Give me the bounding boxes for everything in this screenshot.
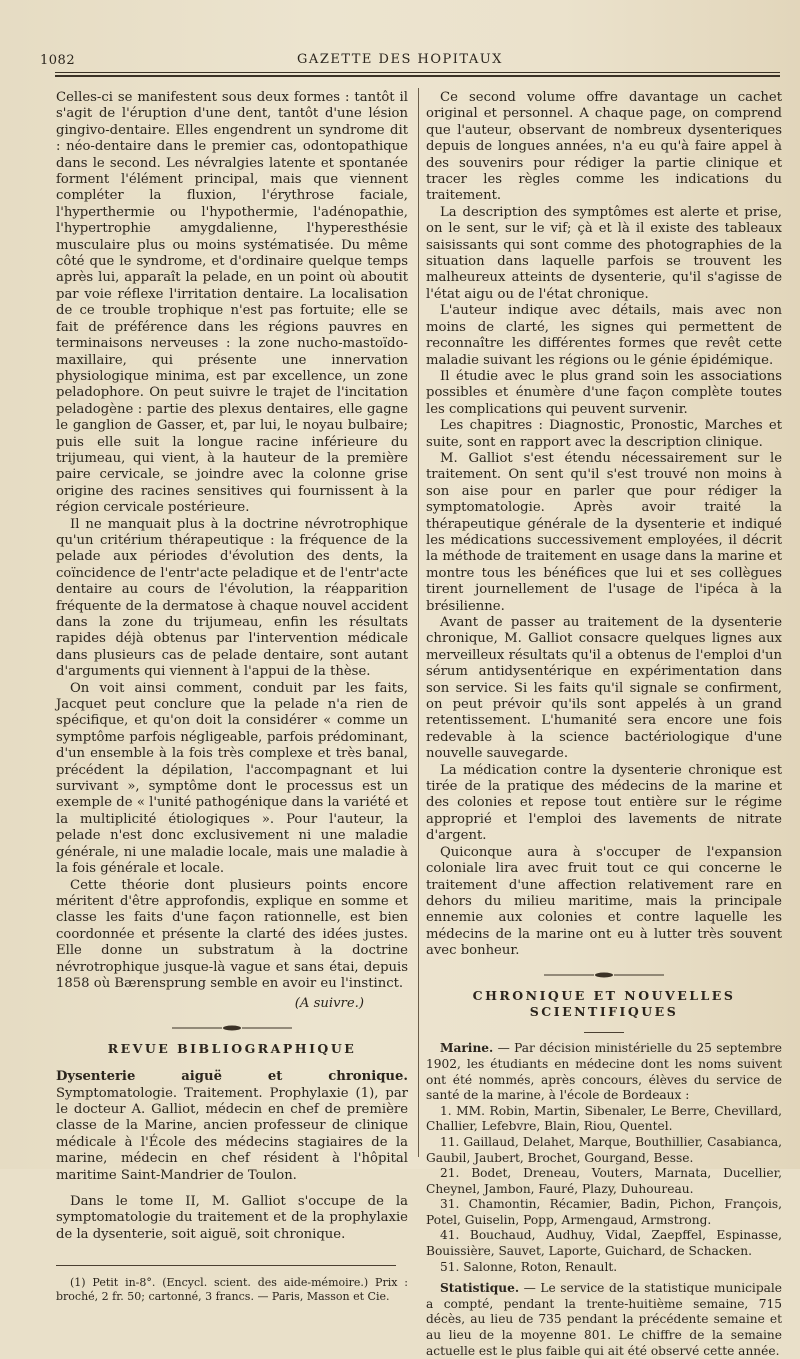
article-paragraph: Il ne manquait plus à la doctrine névrotrophique qu'un critérium thérapeutique : la fréquence de la pelade aux périodes d'évolution des dents, la coïncidence de l'entr'acte peladique et de l'entr'acte dentaire au cours de l'évolution, la réapparition fréquente de la dermatose à chaque nouvel accident dans la zone du trijumeau, enfin les résultats rapides déjà obtenus par l'intervention médicale dans plusieurs cas de pelade dentaire, sont autant d'arguments qui viennent à l'appui de la thèse.	[56, 516, 408, 680]
news-lead: Statistique.	[440, 1281, 520, 1296]
article-paragraph: La description des symptômes est alerte et prise, on le sent, sur le vif; çà et là il existe des tableaux saisissants qui sont comme des photographies de la situation dans laquelle parfois se trouvent les malheureux atteints de dysenterie, qu'il s'agisse de l'état aigu ou de l'état chronique.	[426, 204, 782, 302]
short-rule	[584, 1032, 624, 1033]
footnote-rule	[56, 1265, 396, 1266]
news-lead: Marine.	[440, 1041, 494, 1056]
column-divider	[418, 88, 419, 1157]
ornament-divider	[172, 1025, 292, 1031]
list-item: 1. MM. Robin, Martin, Sibenaler, Le Berre, Chevillard, Challier, Lefebvre, Blain, Riou, Quentel.	[426, 1103, 782, 1134]
article-paragraph: Quiconque aura à s'occuper de l'expansion coloniale lira avec fruit tout ce qui concerne le traitement d'une affection relativement rare en dehors du milieu maritime, mais la principale ennemie aux colonies et contre laquelle les médecins de la marine ont eu à lutter très souvent avec bonheur.	[426, 844, 782, 959]
article-paragraph: Avant de passer au traitement de la dysenterie chronique, M. Galliot consacre quelques lignes aux merveilleux résultats qu'il a obtenus de l'emploi d'un sérum antidysentérique en expérimentation dans son service. Si les faits qu'il signale se confirment, on peut prévoir qu'ils sont appelés à un grand retentissement. L'humanité sera encore une fois redevable à la science bactériologique d'une nouvelle sauvegarde.	[426, 615, 782, 762]
article-paragraph: Les chapitres : Diagnostic, Pronostic, Marches et suite, sont en rapport avec la description clinique.	[426, 418, 782, 450]
news-item-marine	[426, 1041, 782, 1103]
article-paragraph: Cette théorie dont plusieurs points encore méritent d'être approfondis, explique en somme et classe les faits d'une façon rationnelle, est bien coordonnée et présente la clarté des idées justes. Elle donne un substratum à la doctrine névrotrophique jusque-là vague et sans étai, depuis 1858 où Bærensprung semble en avoir eu l'instinct.	[56, 877, 408, 991]
page-number: 1082	[40, 53, 76, 68]
news-text: — Le service de la statistique municipale a compté, pendant la trente-huitième semaine, 715 décès, au lieu de 735 pendant la précédente semaine et au lieu de la moyenne 801. Le chiffre de la semaine actuelle est le plus faible qui ait été observé cette année.	[426, 1281, 782, 1358]
review-paragraph	[56, 1069, 408, 1184]
article-paragraph: M. Galliot s'est étendu nécessairement sur le traitement. On sent qu'il s'est trouvé non moins à son aise pour en parler que pour rédiger la symptomatologie. Après avoir traité la thérapeutique générale de la dysenterie et indiqué les médications successivement employées, il décrit la méthode de traitement en usage dans la marine et montre tous les bénéfices que lui et ses collègues tirent journellement de l'usage de l'ipéca à la brésilienne.	[426, 450, 782, 614]
ornament-divider	[544, 972, 664, 978]
review-paragraph: Dans le tome II, M. Galliot s'occupe de la symptomatologie du traitement et de la prophylaxie de la dysenterie, soit aiguë, soit chronique.	[56, 1194, 408, 1242]
news-text: — Par décision ministérielle du 25 septembre 1902, les étudiants en médecine dont les noms suivent ont été nommés, après concours, élèves du service de santé de la marine, à l'école de Bordeaux :	[426, 1041, 782, 1103]
review-lead: Dysenterie aiguë et chronique.	[56, 1069, 408, 1085]
article-paragraph: Il étudie avec le plus grand soin les associations possibles et énumère d'une façon complète toutes les complications qui peuvent survenir.	[426, 368, 782, 417]
left-column	[56, 90, 408, 1304]
article-paragraph: La médication contre la dysenterie chronique est tirée de la pratique des médecins de la marine et des colonies et repose tout entière sur le régime approprié et l'emploi des lavements de nitrate d'argent.	[426, 762, 782, 844]
list-item: 31. Chamontin, Récamier, Badin, Pichon, François, Potel, Guiselin, Popp, Armengaud, Armstrong.	[426, 1197, 782, 1227]
to-be-continued: (A suivre.)	[294, 996, 364, 1012]
review-text: Symptomatologie. Traitement. Prophylaxie (1), par le docteur A. Galliot, médecin en chef de première classe de la Marine, ancien professeur de clinique médicale à l'École des médecins stagiaires de la marine, médecin en chef résident à l'hôpital maritime Saint-Mandrier de Toulon.	[56, 1085, 408, 1183]
article-paragraph: On voit ainsi comment, conduit par les faits, Jacquet peut conclure que la pelade n'a rien de spécifique, et qu'on doit la considérer « comme un symptôme parfois négligeable, parfois prédominant, d'un ensemble à la fois très complexe et très banal, précédent la dépilation, l'accompagnant et lui survivant », symptôme dont le processus est un exemple de « l'unité pathogénique dans la variété et la multiplicité étiologiques ». Pour l'auteur, la pelade n'est donc exclusivement ni une maladie générale, ni une maladie locale, mais une maladie à la fois générale et locale.	[56, 680, 408, 877]
header-rule-thick	[55, 75, 780, 77]
list-item: 21. Bodet, Dreneau, Vouters, Marnata, Ducellier, Cheynel, Jambon, Fauré, Plazy, Duhoureau.	[426, 1166, 782, 1196]
section-title: REVUE BIBLIOGRAPHIQUE	[107, 1040, 357, 1056]
list-item: 41. Bouchaud, Audhuy, Vidal, Zaepffel, Espinasse, Bouissière, Sauvet, Laporte, Guichard, de Schacken.	[426, 1228, 782, 1259]
header-rule	[55, 72, 780, 73]
list-item: 51. Salonne, Roton, Renault.	[440, 1259, 618, 1274]
news-item-statistique	[426, 1281, 782, 1359]
article-paragraph: Ce second volume offre davantage un cachet original et personnel. A chaque page, on comprend que l'auteur, observant de nombreux dysenteriques depuis de longues années, n'a eu qu'à faire appel à des souvenirs pour rédiger la partie clinique et tracer les règles comme les indications du traitement.	[426, 90, 782, 204]
right-column	[426, 90, 782, 1359]
article-paragraph: Celles-ci se manifestent sous deux formes : tantôt il s'agit de l'éruption d'une dent, tantôt d'une lésion gingivo-dentaire. Elles engendrent un syndrome dit : néo-dentaire dans le premier cas, odontopathique dans le second. Les névralgies latente et spontanée forment l'élément principal, mais que viennent compléter la fluxion, l'érythrose faciale, l'hyperthermie ou l'hypothermie, l'adénopathie, l'hypertrophie amygdalienne, l'hyperesthésie musculaire plus ou moins systématisée. Du même côté que le syndrome, et d'ordinaire quelque temps après lui, apparaît la pelade, en un point où aboutit par voie réflexe l'irritation dentaire. La localisation de ce trouble trophique n'est pas fortuite; elle se fait de préférence dans les régions pauvres en terminaisons nerveuses : la zone nucho-mastoïdo-maxillaire, qui présente une innervation physiologique minima, est par excellence, un zone peladophore. On peut suivre le trajet de l'incitation peladogène : partie des plexus dentaires, elle gagne le ganglion de Gasser, et, par lui, le noyau bulbaire; puis elle suit la longue racine inférieure du trijumeau, qui vient, à la hauteur de la première paire cervicale, se joindre avec la colonne grise origine des racines sensitives qui fournissent à la région cervicale postérieure.	[56, 90, 408, 516]
article-paragraph: L'auteur indique avec détails, mais avec non moins de clarté, les signes qui permettent de reconnaître les différentes formes que revêt cette maladie suivant les régions ou le génie épidémique.	[426, 303, 782, 368]
running-head: GAZETTE DES HOPITAUX	[297, 52, 503, 67]
footnote: (1) Petit in-8°. (Encycl. scient. des aide-mémoire.) Prix : broché, 2 fr. 50; cartonné, 3 francs. — Paris, Masson et Cie.	[56, 1276, 408, 1304]
list-item: 11. Gaillaud, Delahet, Marque, Bouthillier, Casabianca, Gaubil, Jaubert, Brochet, Gourgand, Besse.	[426, 1134, 782, 1165]
news-block	[426, 1041, 782, 1359]
section-title: CHRONIQUE ET NOUVELLES SCIENTIFIQUES	[472, 987, 736, 1019]
